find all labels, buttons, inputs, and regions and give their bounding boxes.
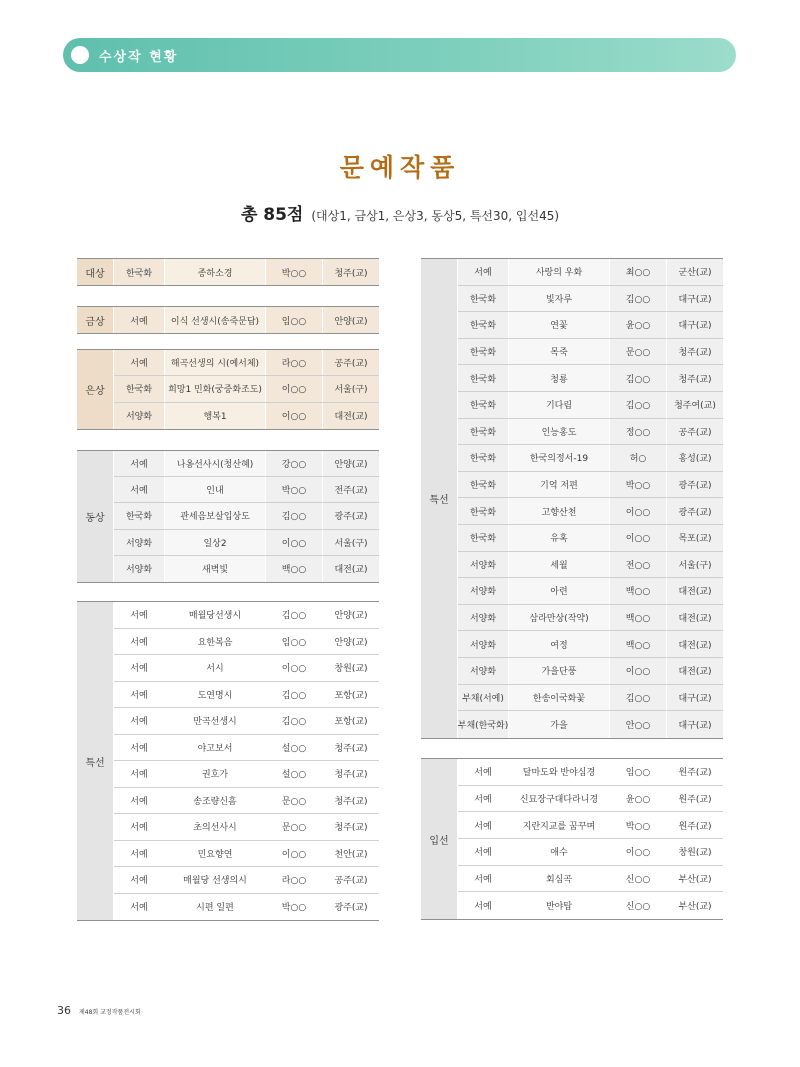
entry-field: 서예	[458, 759, 509, 785]
table-row	[114, 894, 379, 921]
entry-name: 김○○	[266, 602, 323, 628]
table-row	[114, 629, 379, 656]
entry-affiliation: 대구(교)	[667, 685, 723, 711]
entry-name: 백○○	[266, 556, 323, 582]
entry-field: 서양화	[114, 530, 165, 555]
table-row	[114, 530, 379, 556]
entry-title: 이식 선생시(송죽문답)	[165, 307, 266, 333]
entry-affiliation: 대구(교)	[667, 286, 723, 312]
entry-title: 한국의정서-19	[509, 445, 610, 471]
table-row	[114, 788, 379, 815]
entry-name: 백○○	[610, 578, 667, 604]
entry-affiliation: 창원(교)	[667, 839, 723, 865]
table-row	[458, 392, 723, 419]
entry-name: 박○○	[610, 812, 667, 838]
entry-affiliation: 대구(교)	[667, 711, 723, 738]
entry-title: 기억 저편	[509, 472, 610, 498]
award-group-left-4	[77, 601, 379, 921]
entry-field: 한국화	[458, 392, 509, 418]
award-rows	[114, 350, 379, 429]
table-row	[458, 658, 723, 685]
entry-name: 이○○	[266, 403, 323, 429]
total-count: 총 85점	[240, 205, 304, 225]
entry-affiliation: 홍성(교)	[667, 445, 723, 471]
entry-field: 한국화	[458, 445, 509, 471]
entry-name: 문○○	[610, 339, 667, 365]
entry-field: 서예	[114, 602, 165, 628]
entry-affiliation: 원주(교)	[667, 786, 723, 812]
entry-name: 설○○	[266, 761, 323, 787]
entry-name: 허○	[610, 445, 667, 471]
entry-name: 안○○	[610, 711, 667, 738]
entry-title: 인내	[165, 477, 266, 502]
entry-affiliation: 서울(구)	[323, 530, 379, 555]
entry-name: 전○○	[610, 552, 667, 578]
entry-affiliation: 청주(교)	[323, 788, 379, 814]
table-row	[114, 556, 379, 582]
table-row	[458, 839, 723, 866]
entry-field: 부채(한국화)	[458, 711, 509, 738]
entry-name: 정○○	[610, 419, 667, 445]
entry-field: 서양화	[458, 605, 509, 631]
footer-text: 제48회 교정작품전시회	[79, 1009, 141, 1016]
table-row	[114, 761, 379, 788]
table-row	[114, 403, 379, 429]
entry-name: 김○○	[266, 503, 323, 528]
table-row	[114, 867, 379, 894]
entry-title: 인능홍도	[509, 419, 610, 445]
table-row	[114, 503, 379, 529]
entry-field: 서예	[114, 477, 165, 502]
entry-title: 해곡선생의 시(예서체)	[165, 350, 266, 375]
entry-name: 박○○	[610, 472, 667, 498]
entry-name: 윤○○	[610, 312, 667, 338]
award-category: 입선	[421, 759, 458, 919]
award-group-right-0	[421, 258, 723, 739]
entry-title: 민요향연	[165, 841, 266, 867]
entry-title: 만곡선생시	[165, 708, 266, 734]
table-row	[114, 350, 379, 376]
entry-affiliation: 대전(교)	[667, 631, 723, 657]
entry-affiliation: 대구(교)	[667, 312, 723, 338]
entry-affiliation: 광주(교)	[667, 498, 723, 524]
entry-field: 서예	[114, 307, 165, 333]
entry-field: 서예	[114, 761, 165, 787]
entry-affiliation: 대전(교)	[323, 556, 379, 582]
table-row	[458, 419, 723, 446]
entry-field: 서예	[458, 892, 509, 919]
table-row	[114, 451, 379, 477]
entry-affiliation: 공주(교)	[323, 867, 379, 893]
award-rows	[458, 259, 723, 738]
entry-field: 한국화	[114, 259, 165, 285]
entry-affiliation: 포항(교)	[323, 682, 379, 708]
table-row	[458, 605, 723, 632]
entry-field: 서예	[114, 682, 165, 708]
award-group-left-3	[77, 450, 379, 583]
entry-name: 라○○	[266, 867, 323, 893]
entry-title: 반야탑	[509, 892, 610, 919]
award-rows	[114, 307, 379, 333]
entry-affiliation: 청주(교)	[323, 259, 379, 285]
entry-affiliation: 대전(교)	[667, 658, 723, 684]
entry-affiliation: 공주(교)	[667, 419, 723, 445]
entry-title: 야고보서	[165, 735, 266, 761]
entry-name: 설○○	[266, 735, 323, 761]
table-row	[114, 477, 379, 503]
entry-field: 한국화	[114, 376, 165, 401]
entry-field: 한국화	[458, 286, 509, 312]
entry-field: 서양화	[458, 658, 509, 684]
entry-field: 한국화	[458, 339, 509, 365]
entry-affiliation: 안양(교)	[323, 602, 379, 628]
entry-title: 한송이국화꽃	[509, 685, 610, 711]
award-category: 특선	[421, 259, 458, 738]
entry-field: 서예	[114, 655, 165, 681]
table-row	[114, 708, 379, 735]
entry-name: 라○○	[266, 350, 323, 375]
entry-title: 나옹선사시(청산혜)	[165, 451, 266, 476]
entry-affiliation: 대전(교)	[667, 605, 723, 631]
entry-name: 이○○	[266, 841, 323, 867]
entry-name: 김○○	[610, 365, 667, 391]
entry-field: 서예	[114, 814, 165, 840]
entry-name: 신○○	[610, 866, 667, 892]
entry-name: 문○○	[266, 814, 323, 840]
table-row	[458, 498, 723, 525]
entry-affiliation: 대전(교)	[667, 578, 723, 604]
table-row	[458, 365, 723, 392]
entry-title: 신묘장구대다라니경	[509, 786, 610, 812]
entry-affiliation: 천안(교)	[323, 841, 379, 867]
award-rows	[458, 759, 723, 919]
entry-title: 애수	[509, 839, 610, 865]
entry-affiliation: 청주(교)	[667, 365, 723, 391]
entry-field: 서예	[114, 894, 165, 921]
entry-affiliation: 창원(교)	[323, 655, 379, 681]
table-row	[458, 759, 723, 786]
award-group-left-0	[77, 258, 379, 286]
table-row	[114, 655, 379, 682]
entry-title: 매월당 선생의시	[165, 867, 266, 893]
entry-title: 종하소경	[165, 259, 266, 285]
entry-field: 서예	[458, 812, 509, 838]
entry-field: 서예	[114, 788, 165, 814]
entry-title: 유혹	[509, 525, 610, 551]
entry-field: 한국화	[458, 525, 509, 551]
entry-title: 회심곡	[509, 866, 610, 892]
entry-field: 서양화	[114, 556, 165, 582]
table-row	[458, 578, 723, 605]
entry-field: 서예	[114, 735, 165, 761]
award-category: 대상	[77, 259, 114, 285]
entry-affiliation: 서울(구)	[667, 552, 723, 578]
page-number: 36	[57, 1004, 71, 1017]
table-row	[458, 339, 723, 366]
entry-title: 권호가	[165, 761, 266, 787]
table-row	[458, 552, 723, 579]
award-rows	[114, 451, 379, 582]
entry-name: 최○○	[610, 259, 667, 285]
entry-title: 시편 일편	[165, 894, 266, 921]
entry-field: 한국화	[114, 503, 165, 528]
entry-name: 김○○	[610, 392, 667, 418]
entry-name: 백○○	[610, 605, 667, 631]
entry-title: 송조량신흠	[165, 788, 266, 814]
entry-name: 박○○	[266, 477, 323, 502]
page-title: 문예작품	[339, 153, 461, 182]
entry-field: 서예	[458, 786, 509, 812]
entry-affiliation: 목포(교)	[667, 525, 723, 551]
entry-title: 삼라만상(작약)	[509, 605, 610, 631]
entry-name: 이○○	[610, 525, 667, 551]
entry-title: 연꽃	[509, 312, 610, 338]
table-row	[458, 312, 723, 339]
entry-name: 문○○	[266, 788, 323, 814]
entry-field: 서예	[114, 867, 165, 893]
entry-field: 부채(서예)	[458, 685, 509, 711]
entry-name: 임○○	[610, 759, 667, 785]
entry-title: 사랑의 우화	[509, 259, 610, 285]
entry-field: 서예	[114, 629, 165, 655]
entry-title: 도연명시	[165, 682, 266, 708]
table-row	[458, 892, 723, 919]
entry-affiliation: 청주(교)	[323, 735, 379, 761]
entry-name: 박○○	[266, 259, 323, 285]
table-row	[114, 814, 379, 841]
table-row	[114, 841, 379, 868]
entry-field: 서예	[114, 350, 165, 375]
table-row	[114, 682, 379, 709]
entry-title: 가을단풍	[509, 658, 610, 684]
entry-affiliation: 청주(교)	[323, 814, 379, 840]
entry-name: 김○○	[266, 682, 323, 708]
entry-field: 서예	[114, 451, 165, 476]
entry-field: 한국화	[458, 312, 509, 338]
entry-affiliation: 광주(교)	[667, 472, 723, 498]
award-group-right-1	[421, 758, 723, 920]
entry-title: 지란지교를 꿈꾸며	[509, 812, 610, 838]
award-group-left-1	[77, 306, 379, 334]
entry-title: 고향산천	[509, 498, 610, 524]
entry-name: 임○○	[266, 307, 323, 333]
entry-affiliation: 원주(교)	[667, 812, 723, 838]
entry-name: 이○○	[610, 839, 667, 865]
entry-affiliation: 청주(교)	[667, 339, 723, 365]
award-rows	[114, 602, 379, 920]
entry-field: 한국화	[458, 365, 509, 391]
entry-title: 새벽빛	[165, 556, 266, 582]
table-row	[458, 525, 723, 552]
entry-title: 매월당선생시	[165, 602, 266, 628]
award-group-left-2	[77, 349, 379, 430]
table-row	[458, 472, 723, 499]
entry-name: 김○○	[610, 685, 667, 711]
entry-name: 이○○	[266, 655, 323, 681]
entry-title: 달마도와 반야심경	[509, 759, 610, 785]
entry-name: 강○○	[266, 451, 323, 476]
award-category: 은상	[77, 350, 114, 429]
entry-affiliation: 안양(교)	[323, 451, 379, 476]
entry-field: 서양화	[458, 578, 509, 604]
entry-title: 요한복음	[165, 629, 266, 655]
table-row	[458, 711, 723, 738]
entry-name: 김○○	[610, 286, 667, 312]
section-banner	[63, 38, 736, 72]
table-row	[114, 307, 379, 333]
table-row	[114, 735, 379, 762]
entry-name: 이○○	[266, 530, 323, 555]
entry-affiliation: 군산(교)	[667, 259, 723, 285]
entry-affiliation: 안양(교)	[323, 307, 379, 333]
table-row	[458, 866, 723, 893]
entry-affiliation: 부산(교)	[667, 892, 723, 919]
award-rows	[114, 259, 379, 285]
entry-field: 한국화	[458, 498, 509, 524]
banner-title: 수상작 현황	[99, 50, 179, 65]
entry-title: 서시	[165, 655, 266, 681]
entry-title: 아련	[509, 578, 610, 604]
entry-affiliation: 전주(교)	[323, 477, 379, 502]
table-row	[458, 259, 723, 286]
table-row	[458, 445, 723, 472]
entry-affiliation: 서울(구)	[323, 376, 379, 401]
entry-title: 일상2	[165, 530, 266, 555]
table-row	[114, 602, 379, 629]
entry-field: 한국화	[458, 472, 509, 498]
entry-affiliation: 청주(교)	[323, 761, 379, 787]
award-category: 동상	[77, 451, 114, 582]
table-row	[458, 786, 723, 813]
entry-title: 목죽	[509, 339, 610, 365]
entry-affiliation: 부산(교)	[667, 866, 723, 892]
entry-title: 가을	[509, 711, 610, 738]
entry-field: 서예	[458, 866, 509, 892]
entry-name: 임○○	[266, 629, 323, 655]
entry-affiliation: 원주(교)	[667, 759, 723, 785]
entry-title: 행복1	[165, 403, 266, 429]
entry-affiliation: 광주(교)	[323, 894, 379, 921]
table-row	[114, 259, 379, 285]
entry-title: 기다림	[509, 392, 610, 418]
entry-affiliation: 대전(교)	[323, 403, 379, 429]
entry-title: 여정	[509, 631, 610, 657]
entry-field: 서양화	[458, 552, 509, 578]
entry-field: 서예	[114, 708, 165, 734]
entry-name: 신○○	[610, 892, 667, 919]
entry-title: 초의선사시	[165, 814, 266, 840]
circle-icon	[71, 46, 89, 64]
entry-field: 한국화	[458, 419, 509, 445]
entry-field: 서양화	[114, 403, 165, 429]
table-row	[458, 812, 723, 839]
entry-field: 서예	[458, 259, 509, 285]
award-category: 특선	[77, 602, 114, 920]
entry-title: 빛자루	[509, 286, 610, 312]
table-row	[114, 376, 379, 402]
entry-name: 이○○	[266, 376, 323, 401]
page-footer	[57, 1004, 141, 1017]
entry-name: 윤○○	[610, 786, 667, 812]
entry-field: 서예	[114, 841, 165, 867]
entry-name: 이○○	[610, 498, 667, 524]
entry-name: 이○○	[610, 658, 667, 684]
table-row	[458, 685, 723, 712]
entry-field: 서양화	[458, 631, 509, 657]
award-category: 금상	[77, 307, 114, 333]
entry-field: 서예	[458, 839, 509, 865]
entry-title: 세월	[509, 552, 610, 578]
award-breakdown: (대상1, 금상1, 은상3, 동상5, 특선30, 입선45)	[311, 209, 560, 223]
entry-name: 김○○	[266, 708, 323, 734]
entry-title: 청룡	[509, 365, 610, 391]
entry-affiliation: 안양(교)	[323, 629, 379, 655]
entry-affiliation: 광주(교)	[323, 503, 379, 528]
table-row	[458, 286, 723, 313]
entry-affiliation: 공주(교)	[323, 350, 379, 375]
entry-title: 관세음보살입상도	[165, 503, 266, 528]
entry-name: 백○○	[610, 631, 667, 657]
entry-title: 희망1 민화(궁중화조도)	[165, 376, 266, 401]
entry-affiliation: 청주여(교)	[667, 392, 723, 418]
table-row	[458, 631, 723, 658]
award-summary	[0, 200, 800, 225]
entry-name: 박○○	[266, 894, 323, 921]
entry-affiliation: 포항(교)	[323, 708, 379, 734]
